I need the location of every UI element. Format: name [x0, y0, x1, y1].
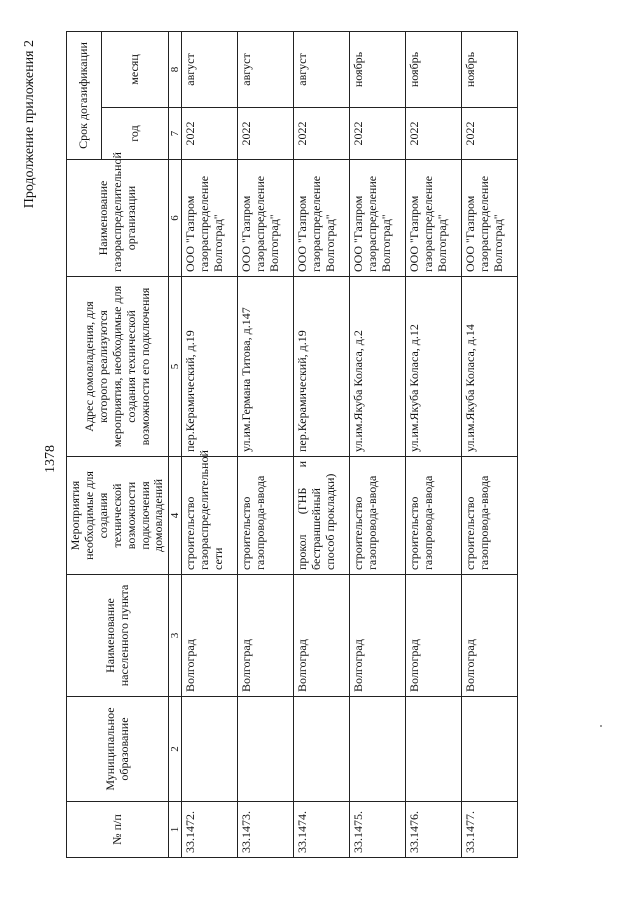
row-address: ул.им.Германа Титова, д.147 — [238, 277, 294, 457]
row-municipality — [350, 697, 406, 802]
row-municipality — [406, 697, 462, 802]
row-organization: ООО "Газпром газораспределение Волгоград" — [462, 160, 518, 277]
row-locality: Волгоград — [294, 575, 350, 697]
row-municipality — [462, 697, 518, 802]
table-row — [406, 31, 462, 857]
row-year: 2022 — [182, 108, 238, 160]
column-number: 3 — [169, 575, 182, 697]
row-address: пер.Керамический, д.19 — [182, 277, 238, 457]
row-number: 33.1476. — [406, 802, 462, 858]
page-number: 1378 — [43, 445, 58, 473]
row-month: август — [294, 31, 350, 107]
column-number: 6 — [169, 160, 182, 277]
row-measure: строительство газопровода-ввода — [350, 457, 406, 575]
table-row — [294, 31, 350, 857]
row-number: 33.1475. — [350, 802, 406, 858]
row-year: 2022 — [462, 108, 518, 160]
row-month: август — [238, 31, 294, 107]
table-row — [462, 31, 518, 857]
column-number-row — [169, 31, 182, 857]
row-measure: строительство газопровода-ввода — [462, 457, 518, 575]
header-locality: Наименование населенного пункта — [67, 575, 169, 697]
column-number: 5 — [169, 277, 182, 457]
column-number: 4 — [169, 457, 182, 575]
column-number: 2 — [169, 697, 182, 802]
row-municipality — [182, 697, 238, 802]
row-measure: прокол (ГНБ и бестраншейный способ прокладки) — [294, 457, 350, 575]
row-organization: ООО "Газпром газораспределение Волгоград" — [238, 160, 294, 277]
row-measure: строительство газораспределительной сети — [182, 457, 238, 575]
header-month: месяц — [101, 31, 169, 107]
row-locality: Волгоград — [238, 575, 294, 697]
row-year: 2022 — [238, 108, 294, 160]
header-address: Адрес домовладения, для которого реализуются мероприятия, необходимые для создания технической возможности его подключения — [67, 277, 169, 457]
row-year: 2022 — [406, 108, 462, 160]
table-row — [350, 31, 406, 857]
column-number: 7 — [169, 108, 182, 160]
row-organization: ООО "Газпром газораспределение Волгоград" — [182, 160, 238, 277]
header-measures: Мероприятия необходимые для создания технической возможности подключения домовладений — [67, 457, 169, 575]
row-month: ноябрь — [462, 31, 518, 107]
row-month: ноябрь — [406, 31, 462, 107]
header-number: № п/п — [67, 802, 169, 858]
row-year: 2022 — [350, 108, 406, 160]
row-number: 33.1472. — [182, 802, 238, 858]
row-month: август — [182, 31, 238, 107]
header-organization: Наименование газораспределительной организации — [67, 160, 169, 277]
continuation-heading: Продолжение приложения 2 — [22, 40, 37, 209]
row-municipality — [238, 697, 294, 802]
row-address: ул.им.Якуба Коласа, д.2 — [350, 277, 406, 457]
row-month: ноябрь — [350, 31, 406, 107]
row-organization: ООО "Газпром газораспределение Волгоград" — [350, 160, 406, 277]
column-number: 8 — [169, 31, 182, 107]
table-row — [182, 31, 238, 857]
row-locality: Волгоград — [406, 575, 462, 697]
row-locality: Волгоград — [182, 575, 238, 697]
row-locality: Волгоград — [462, 575, 518, 697]
header-deadline: Срок догазификации — [67, 31, 102, 159]
row-locality: Волгоград — [350, 575, 406, 697]
header-year: год — [101, 108, 169, 160]
row-number: 33.1473. — [238, 802, 294, 858]
row-measure: строительство газопровода-ввода — [406, 457, 462, 575]
row-municipality — [294, 697, 350, 802]
header-municipality: Муниципальное образование — [67, 697, 169, 802]
row-year: 2022 — [294, 108, 350, 160]
gasification-table — [66, 31, 518, 858]
row-address: ул.им.Якуба Коласа, д.12 — [406, 277, 462, 457]
row-address: ул.им.Якуба Коласа, д.14 — [462, 277, 518, 457]
scan-speck — [600, 725, 602, 727]
row-organization: ООО "Газпром газораспределение Волгоград" — [294, 160, 350, 277]
row-address: пер.Керамический, д.19 — [294, 277, 350, 457]
table-header-row — [67, 31, 102, 857]
row-organization: ООО "Газпром газораспределение Волгоград" — [406, 160, 462, 277]
row-number: 33.1477. — [462, 802, 518, 858]
row-number: 33.1474. — [294, 802, 350, 858]
table-row — [238, 31, 294, 857]
column-number: 1 — [169, 802, 182, 858]
row-measure: строительство газопровода-ввода — [238, 457, 294, 575]
